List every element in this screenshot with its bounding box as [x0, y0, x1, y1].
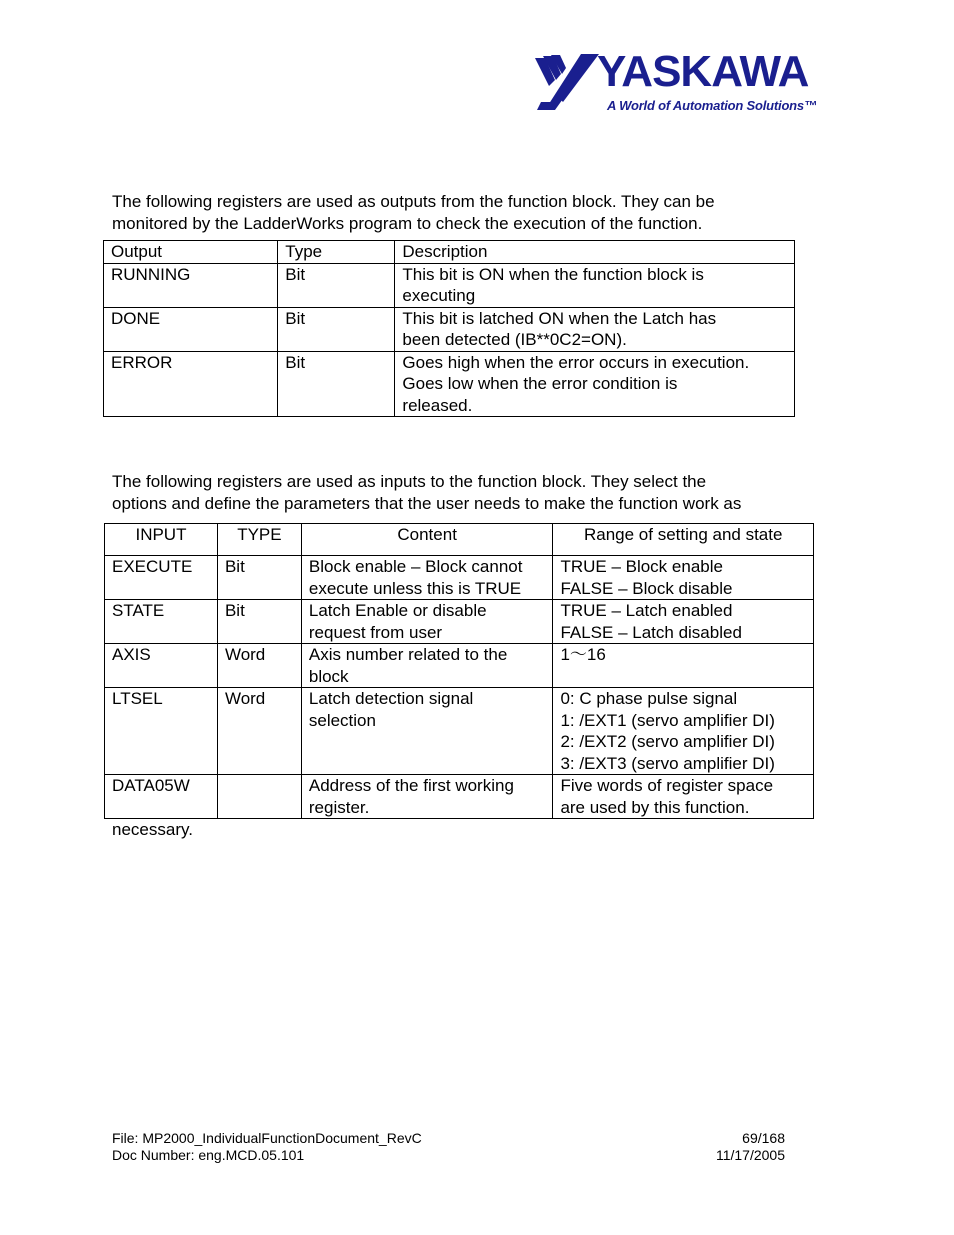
output-name: ERROR — [104, 351, 278, 417]
description-line: This bit is latched ON when the Latch has — [402, 308, 717, 328]
footer-file: File: MP2000_IndividualFunctionDocument_RevC — [112, 1130, 422, 1146]
footer-date: 11/17/2005 — [715, 1147, 785, 1163]
output-description — [395, 351, 795, 417]
table-row — [105, 600, 814, 644]
description-line: This bit is ON when the function block is — [402, 264, 704, 284]
table-row — [105, 775, 814, 819]
input-name: AXIS — [105, 644, 218, 688]
input-content — [301, 556, 553, 600]
range-line: are used by this function. — [560, 797, 750, 817]
header-description: Description — [395, 241, 795, 264]
input-range — [553, 775, 814, 819]
input-type: Word — [217, 644, 301, 688]
content-line: Latch detection signal — [308, 689, 474, 708]
inputs-intro-line-2: options and define the parameters that the user needs to make the function work as — [112, 494, 742, 513]
header-input: INPUT — [105, 524, 218, 556]
outputs-table — [103, 240, 795, 417]
table-row — [105, 556, 814, 600]
range-line: TRUE – Latch enabled — [560, 601, 733, 620]
content-line: selection — [308, 710, 376, 730]
content-line: block — [308, 666, 349, 686]
input-content — [301, 688, 553, 775]
logo-wordmark: YASKAWA — [597, 47, 809, 96]
input-type — [217, 775, 301, 819]
table-row — [104, 351, 795, 417]
input-content — [301, 600, 553, 644]
input-range — [553, 600, 814, 644]
outputs-intro-line-1: The following registers are used as outputs from the function block. They can be — [112, 192, 715, 211]
input-name: LTSEL — [105, 688, 218, 775]
footer-doc-number: Doc Number: eng.MCD.05.101 — [112, 1147, 305, 1163]
table-row — [104, 263, 795, 307]
output-type: Bit — [278, 307, 395, 351]
description-line: Goes high when the error occurs in execution. — [402, 352, 750, 372]
header-type: TYPE — [217, 524, 301, 556]
logo-tagline: A World of Automation Solutions™ — [607, 98, 817, 113]
range-line: FALSE – Latch disabled — [560, 622, 742, 642]
output-description — [395, 263, 795, 307]
input-content — [301, 775, 553, 819]
table-row — [104, 307, 795, 351]
content-line: request from user — [308, 622, 443, 642]
input-content — [301, 644, 553, 688]
output-name: DONE — [104, 307, 278, 351]
outputs-table-header — [104, 241, 795, 264]
yaskawa-logo — [533, 47, 823, 114]
range-line: TRUE – Block enable — [560, 557, 723, 576]
inputs-table — [104, 523, 814, 819]
range-line: 3: /EXT3 (servo amplifier DI) — [560, 753, 775, 773]
input-range — [553, 688, 814, 775]
header-range: Range of setting and state — [553, 524, 814, 556]
input-type: Bit — [217, 600, 301, 644]
output-name: RUNNING — [104, 263, 278, 307]
header-content: Content — [301, 524, 553, 556]
header-type: Type — [278, 241, 395, 264]
outputs-intro-line-2: monitored by the LadderWorks program to check the execution of the function. — [112, 214, 703, 233]
inputs-intro-line-3: necessary. — [112, 820, 193, 839]
description-line: executing — [402, 286, 476, 305]
input-type: Word — [217, 688, 301, 775]
range-line: FALSE – Block disable — [560, 578, 733, 598]
description-line: released. — [402, 395, 473, 415]
content-line: register. — [308, 797, 370, 817]
yaskawa-swoosh-icon — [533, 52, 603, 114]
range-line: 1～16 — [560, 645, 606, 664]
footer-page-number: 69/168 — [742, 1130, 785, 1146]
table-row — [105, 688, 814, 775]
content-line: execute unless this is TRUE — [308, 578, 522, 598]
range-line: 0: C phase pulse signal — [560, 689, 738, 708]
inputs-table-header — [105, 524, 814, 556]
inputs-intro-line-1: The following registers are used as inputs to the function block. They select the — [112, 472, 707, 491]
content-line: Latch Enable or disable — [308, 601, 487, 620]
range-line: 1: /EXT1 (servo amplifier DI) — [560, 710, 775, 730]
table-row — [105, 644, 814, 688]
header-output: Output — [104, 241, 278, 264]
content-line: Axis number related to the — [308, 645, 508, 664]
input-name: STATE — [105, 600, 218, 644]
output-type: Bit — [278, 351, 395, 417]
input-name: EXECUTE — [105, 556, 218, 600]
input-name: DATA05W — [105, 775, 218, 819]
output-type: Bit — [278, 263, 395, 307]
range-line: 2: /EXT2 (servo amplifier DI) — [560, 732, 775, 751]
input-range — [553, 644, 814, 688]
description-line: been detected (IB**0C2=ON). — [402, 330, 627, 349]
content-line: Block enable – Block cannot — [308, 557, 523, 576]
input-range — [553, 556, 814, 600]
input-type: Bit — [217, 556, 301, 600]
output-description — [395, 307, 795, 351]
content-line: Address of the first working — [308, 776, 514, 795]
range-line: Five words of register space — [560, 776, 774, 795]
description-line: Goes low when the error condition is — [402, 374, 678, 393]
